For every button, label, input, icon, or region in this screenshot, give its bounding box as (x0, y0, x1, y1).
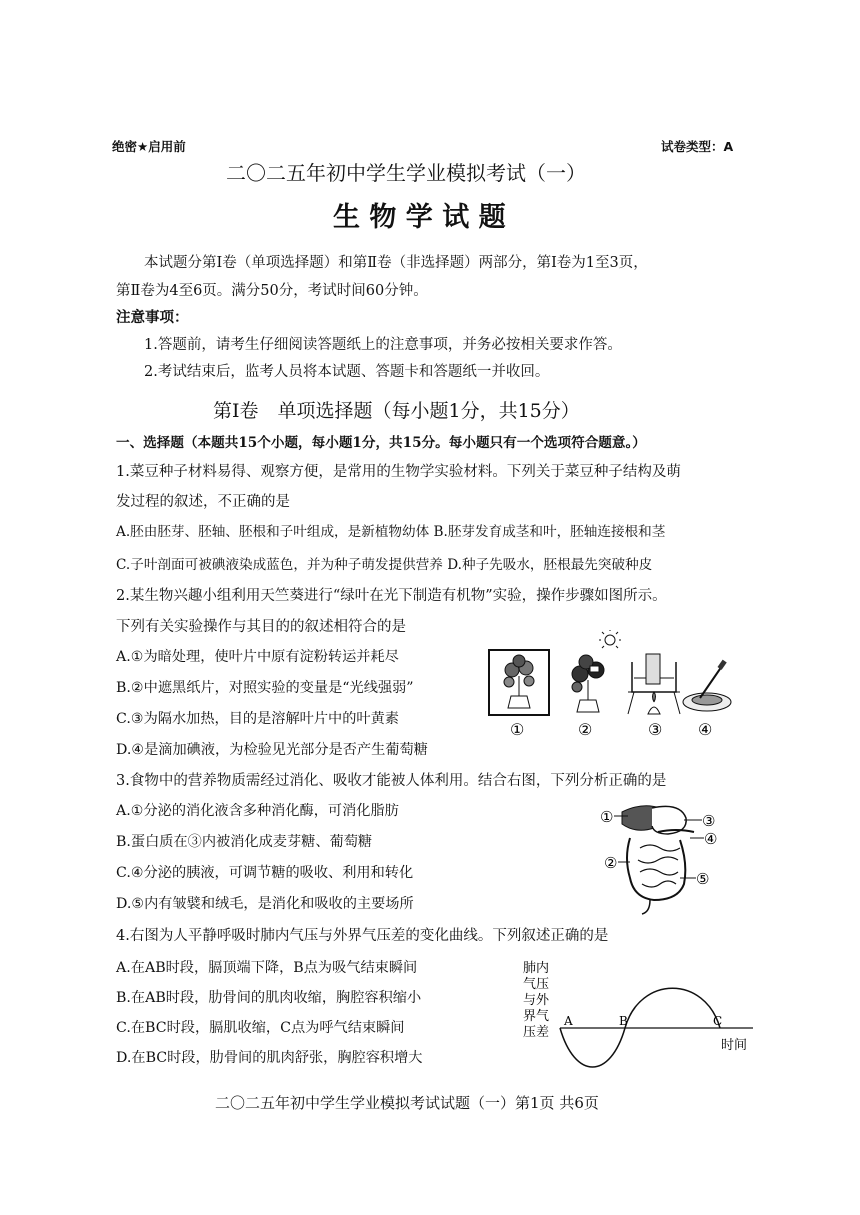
ylabel-line-2: 气压 (523, 977, 550, 992)
q1-options-ab: A.胚由胚芽、胚轴、胚根和子叶组成，是新植物幼体 B.胚芽发育成茎和叶，胚轴连接根和茎 (116, 524, 666, 540)
q2-option-d: D.④是滴加碘液，为检验见光部分是否产生葡萄糖 (116, 742, 428, 758)
intestine-icon (627, 838, 685, 914)
step1-dark-box-icon (489, 650, 549, 715)
q4-stem: 4.右图为人平静呼吸时肺内气压与外界气压差的变化曲线。下列叙述正确的是 (116, 928, 609, 944)
note-item-1: 1.答题前，请考生仔细阅读答题纸上的注意事项，并务必按相关要求作答。 (144, 337, 622, 353)
q4-option-d: D.在BC时段，肋骨间的肌肉舒张，胸腔容积增大 (116, 1050, 423, 1066)
q2-option-a: A.①为暗处理，使叶片中原有淀粉转运并耗尽 (116, 649, 399, 665)
ylabel-line-4: 界气 (523, 1009, 550, 1024)
q2-stem-2: 下列有关实验操作与其目的的叙述相符合的是 (116, 619, 406, 635)
q3-option-d: D.⑤内有皱襞和绒毛，是消化和吸收的主要场所 (116, 896, 414, 912)
q1-options-cd: C.子叶剖面可被碘液染成蓝色，并为种子萌发提供营养 D.种子先吸水，胚根最先突破种皮 (116, 557, 653, 573)
q4-option-b: B.在AB时段，肋骨间的肌肉收缩，胸腔容积缩小 (116, 990, 422, 1006)
figure-label-2: ② (578, 720, 593, 739)
subject-title: 生 物 学 试 题 (333, 202, 506, 233)
label-2: ② (604, 854, 618, 872)
intro-line-2: 第Ⅱ卷为4至6页。满分50分，考试时间60分钟。 (116, 283, 428, 299)
notes-heading: 注意事项： (116, 309, 189, 326)
page-footer: 二〇二五年初中学生学业模拟考试试题（一）第1页 共6页 (215, 1094, 599, 1112)
secret-label: 绝密★启用前 (112, 139, 186, 154)
xlabel: 时间 (721, 1038, 748, 1053)
section-title: 第Ⅰ卷 单项选择题（每小题1分，共15分） (213, 400, 580, 422)
ylabel-line-5: 压差 (523, 1025, 550, 1040)
note-item-2: 2.考试结束后，监考人员将本试题、答题卡和答题纸一并收回。 (144, 364, 550, 380)
q3-stem: 3.食物中的营养物质需经过消化、吸收才能被人体利用。结合右图，下列分析正确的是 (116, 773, 667, 789)
point-label-b: B (619, 1014, 628, 1028)
ylabel-line-1: 肺内 (523, 961, 550, 976)
label-1: ① (600, 808, 614, 826)
exam-title: 二〇二五年初中学生学业模拟考试（一） (226, 161, 586, 185)
label-5: ⑤ (696, 870, 710, 888)
step3-water-bath-icon (628, 654, 680, 714)
paper-type: 试卷类型：A (661, 139, 734, 154)
point-label-a: A (564, 1014, 573, 1028)
q3-option-c: C.④分泌的胰液，可调节糖的吸收、利用和转化 (116, 865, 414, 881)
figure-label-1: ① (510, 720, 525, 739)
point-label-c: C (713, 1014, 723, 1028)
intro-line-1: 本试题分第Ⅰ卷（单项选择题）和第Ⅱ卷（非选择题）两部分，第Ⅰ卷为1至3页， (144, 255, 648, 271)
q2-experiment-figure (482, 630, 752, 745)
q1-stem-1: 1.菜豆种子材料易得、观察方便，是常用的生物学实验材料。下列关于菜豆种子结构及萌 (116, 464, 681, 480)
q4-pressure-chart (515, 955, 760, 1075)
ylabel-line-3: 与外 (523, 993, 550, 1008)
q1-stem-2: 发过程的叙述，不正确的是 (116, 494, 290, 510)
q3-option-b: B.蛋白质在③内被消化成麦芽糖、葡萄糖 (116, 834, 373, 850)
q2-option-b: B.②中遮黑纸片，对照实验的变量是“光线强弱” (116, 680, 414, 696)
section-instruction: 一、选择题（本题共15个小题，每小题1分，共15分。每小题只有一个选项符合题意。） (116, 435, 646, 451)
q4-option-a: A.在AB时段，膈顶端下降，B点为吸气结束瞬间 (116, 960, 418, 976)
q3-option-a: A.①分泌的消化液含多种消化酶，可消化脂肪 (116, 803, 399, 819)
label-3: ③ (702, 812, 716, 830)
figure-label-3: ③ (648, 720, 663, 739)
q4-option-c: C.在BC时段，膈肌收缩，C点为呼气结束瞬间 (116, 1020, 405, 1036)
step2-sunlit-plant-icon (572, 630, 621, 712)
q3-digestive-figure (600, 798, 725, 918)
label-4: ④ (704, 830, 718, 848)
step4-iodine-dish-icon (683, 660, 731, 711)
q2-stem-1: 2.某生物兴趣小组利用天竺葵进行“绿叶在光下制造有机物”实验，操作步骤如图所示。 (116, 588, 667, 604)
figure-label-4: ④ (698, 720, 713, 739)
q2-option-c: C.③为隔水加热，目的是溶解叶片中的叶黄素 (116, 711, 399, 727)
